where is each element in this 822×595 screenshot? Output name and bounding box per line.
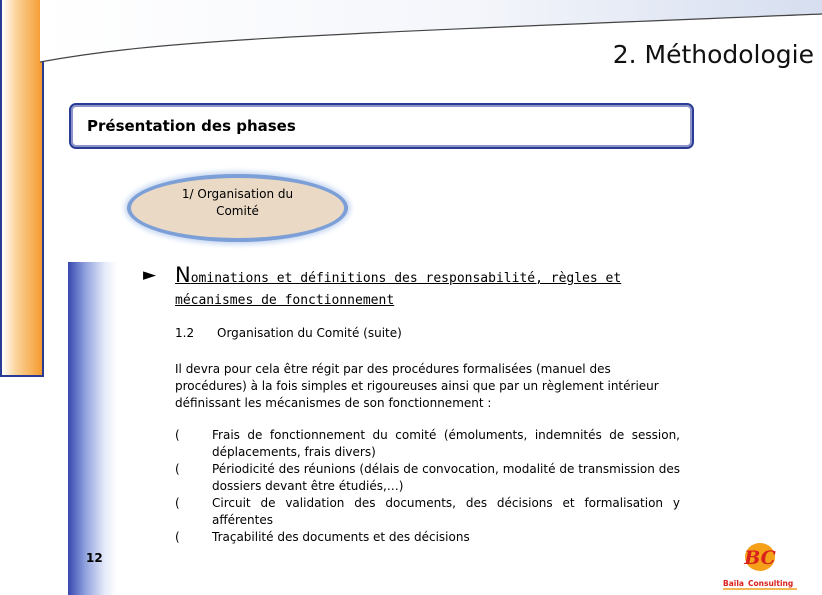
page-title: 2. Méthodologie xyxy=(612,40,814,69)
subsection-title: Organisation du Comité (suite) xyxy=(217,326,402,340)
section-heading xyxy=(175,264,675,312)
bullet-text: Traçabilité des documents et des décisions xyxy=(212,530,470,544)
bullet-mark: ( xyxy=(175,496,180,510)
list-item xyxy=(175,529,680,546)
phase-label-line1: 1/ Organisation du xyxy=(181,187,294,201)
svg-text:BC: BC xyxy=(744,547,776,569)
list-item xyxy=(175,427,680,461)
bullet-text: Frais de fonctionnement du comité (émoluments, indemnités de session, déplacements, frais divers) xyxy=(212,428,680,459)
baila-consulting-logo xyxy=(720,540,800,592)
bullet-text: Circuit de validation des documents, des décisions et formalisation y afférentes xyxy=(212,496,680,527)
bullet-list xyxy=(175,427,680,546)
svg-text:Consulting: Consulting xyxy=(748,579,794,588)
phase-label-line2: Comité xyxy=(216,204,259,218)
bullet-mark: ( xyxy=(175,462,180,476)
body-paragraph: Il devra pour cela être régit par des procédures formalisées (manuel des procédures) à la fois simples et rigoureuses ainsi que par un règlement intérieur définissant les mécanismes de son fonctionnement : xyxy=(175,362,659,410)
section-heading-initial: N xyxy=(175,263,191,287)
svg-text:Baïla: Baïla xyxy=(723,579,744,588)
left-lower-decor-bar xyxy=(68,262,117,595)
list-item xyxy=(175,495,680,529)
left-decor-bar xyxy=(0,0,44,377)
phase-label xyxy=(131,186,344,220)
presentation-box xyxy=(69,103,694,149)
bullet-text: Périodicité des réunions (délais de convocation, modalité de transmission des dossiers devant être étudiés,…) xyxy=(212,462,680,493)
bullet-mark: ( xyxy=(175,428,180,442)
bullet-mark: ( xyxy=(175,530,180,544)
list-item xyxy=(175,461,680,495)
arrow-bullet-icon: ► xyxy=(143,265,157,285)
page-number: 12 xyxy=(86,551,103,565)
section-heading-rest: ominations et définitions des responsabilité, règles et mécanismes de fonctionnement xyxy=(175,271,622,308)
subsection-number: 1.2 xyxy=(175,326,195,340)
presentation-label: Présentation des phases xyxy=(87,117,296,135)
